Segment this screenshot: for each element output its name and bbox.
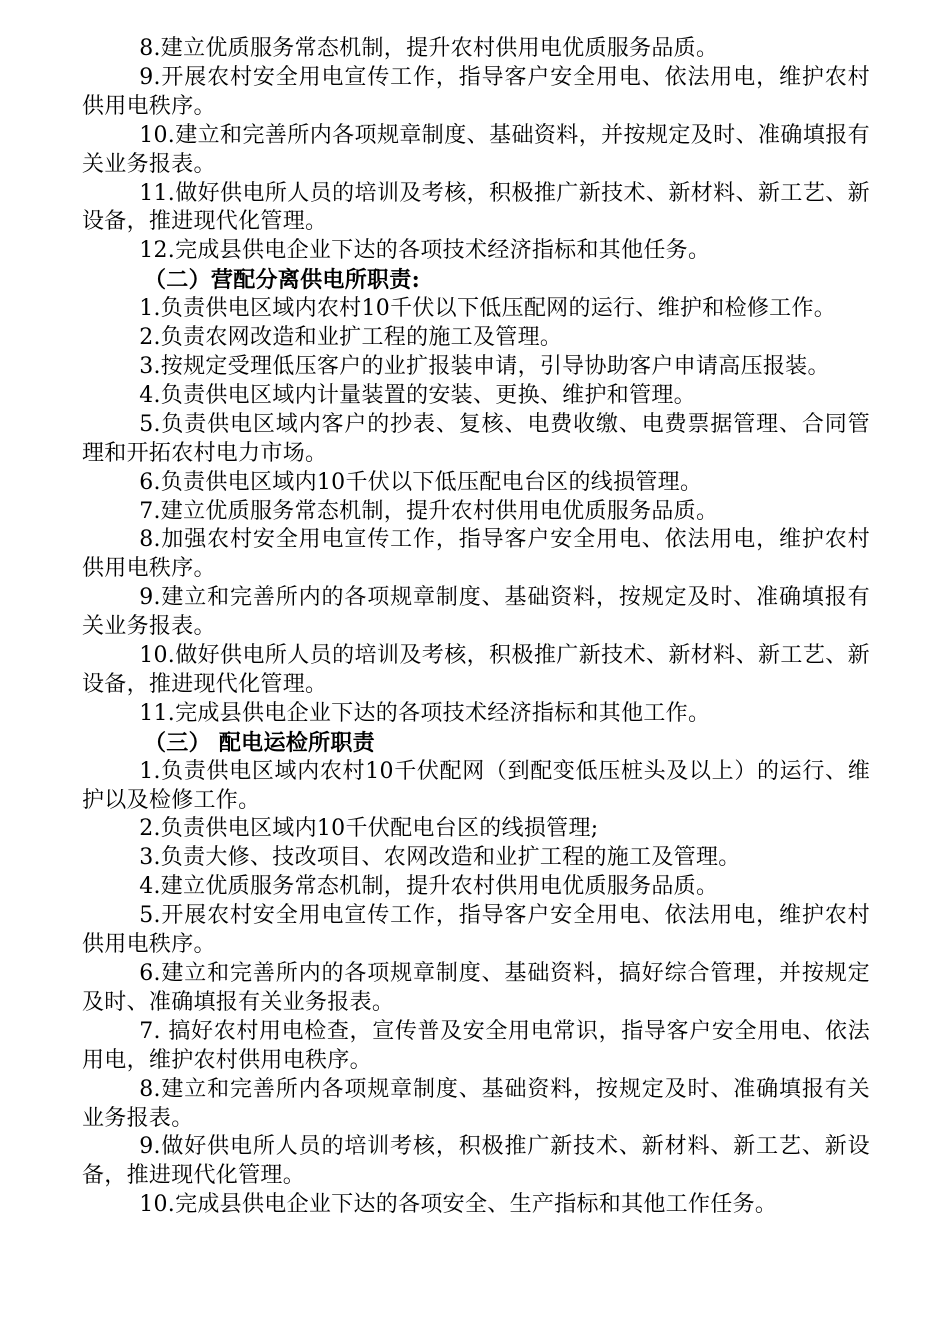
list-item: 10.做好供电所人员的培训及考核，积极推广新技术、新材料、新工艺、新设备，推进现代化管理。 — [82, 643, 870, 697]
list-item: 5.负责供电区域内客户的抄表、复核、电费收缴、电费票据管理、合同管理和开拓农村电力市场。 — [82, 411, 870, 466]
list-item: 1.负责供电区域内农村10千伏以下低压配网的运行、维护和检修工作。 — [139, 296, 837, 322]
list-item: 10.完成县供电企业下达的各项安全、生产指标和其他工作任务。 — [139, 1192, 778, 1218]
list-item: 4.负责供电区域内计量装置的安装、更换、维护和管理。 — [139, 382, 696, 408]
list-item: 11.完成县供电企业下达的各项技术经济指标和其他工作。 — [139, 700, 711, 726]
list-item: 9.建立和完善所内的各项规章制度、基础资料，按规定及时、准确填报有关业务报表。 — [82, 585, 870, 640]
list-item: 6.建立和完善所内的各项规章制度、基础资料，搞好综合管理，并按规定及时、准确填报有关业务报表。 — [82, 961, 870, 1015]
list-item: 8.建立优质服务常态机制，提升农村供用电优质服务品质。 — [139, 36, 719, 61]
list-item: 3.负责大修、技改项目、农网改造和业扩工程的施工及管理。 — [139, 845, 741, 871]
section-three — [82, 729, 870, 1220]
list-item: 2.负责供电区域内10千伏配电台区的线损管理; — [139, 816, 599, 842]
list-item: 12.完成县供电企业下达的各项技术经济指标和其他任务。 — [139, 238, 711, 264]
list-item: 9.做好供电所人员的培训考核，积极推广新技术、新材料、新工艺、新设备，推进现代化管理。 — [82, 1134, 870, 1189]
list-item: 2.负责农网改造和业扩工程的施工及管理。 — [139, 325, 563, 351]
section-two — [82, 266, 870, 729]
list-item: 4.建立优质服务常态机制，提升农村供用电优质服务品质。 — [139, 874, 719, 900]
section-heading: （三） 配电运检所职责 — [144, 729, 375, 756]
list-item: 8.建立和完善所内各项规章制度、基础资料，按规定及时、准确填报有关业务报表。 — [82, 1076, 870, 1131]
list-item: 7. 搞好农村用电检查，宣传普及安全用电常识，指导客户安全用电、依法用电，维护农村供用电秩序。 — [82, 1018, 870, 1073]
list-item: 6.负责供电区域内10千伏以下低压配电台区的线损管理。 — [139, 469, 703, 495]
list-item: 8.加强农村安全用电宣传工作，指导客户安全用电、依法用电，维护农村供用电秩序。 — [82, 527, 870, 582]
list-item: 3.按规定受理低压客户的业扩报装申请，引导协助客户申请高压报装。 — [139, 353, 830, 379]
list-item: 9.开展农村安全用电宣传工作，指导客户安全用电、依法用电，维护农村供用电秩序。 — [82, 64, 870, 119]
section-heading: （二）营配分离供电所职责: — [144, 267, 421, 294]
list-item: 7.建立优质服务常态机制，提升农村供用电优质服务品质。 — [139, 498, 719, 524]
list-item: 11.做好供电所人员的培训及考核，积极推广新技术、新材料、新工艺、新设备，推进现代化管理。 — [82, 180, 870, 235]
list-item: 10.建立和完善所内各项规章制度、基础资料，并按规定及时、准确填报有关业务报表。 — [82, 122, 870, 177]
list-item: 5.开展农村安全用电宣传工作，指导客户安全用电、依法用电，维护农村供用电秩序。 — [82, 903, 870, 958]
section-continued — [82, 35, 870, 266]
list-item: 1.负责供电区域内农村10千伏配网（到配变低压桩头及以上）的运行、维护以及检修工作。 — [82, 758, 870, 813]
